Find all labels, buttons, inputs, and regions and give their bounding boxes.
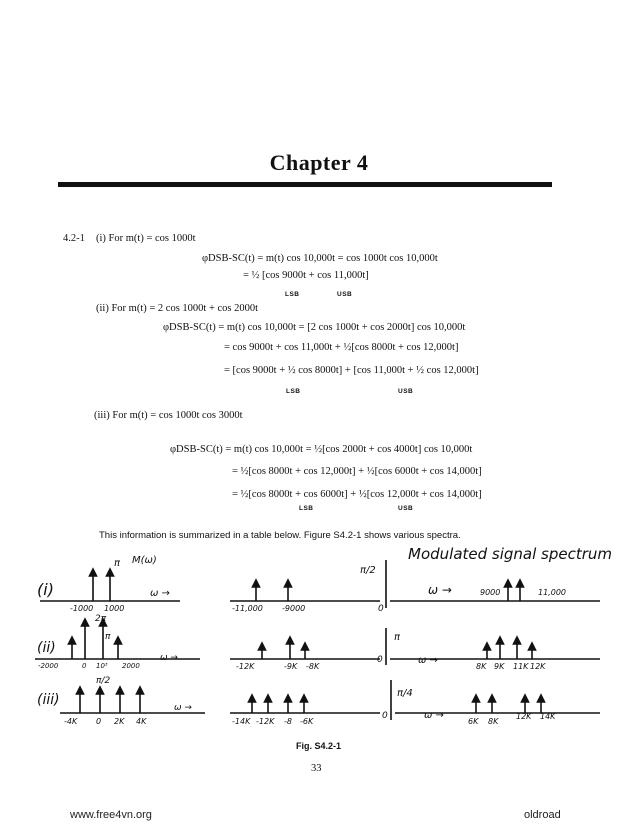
row-iii-omega: ω → — [174, 703, 192, 713]
row-iii-lsb-tick-3: -8 — [284, 717, 292, 726]
row-ii-tick-4: 2000 — [122, 662, 140, 670]
chapter-title: Chapter 4 — [269, 150, 369, 175]
row-i-omega: ω → — [150, 588, 170, 599]
part-ii-eq2: = cos 9000t + cos 11,000t + ½[cos 8000t + cos 12,000t] — [224, 342, 459, 353]
row-iii-center-height: π/4 — [397, 688, 413, 699]
row-i-tick-2: 1000 — [104, 604, 125, 613]
part-i-lsb: LSB — [285, 291, 300, 298]
row-iii-label: (iii) — [37, 692, 60, 708]
part-i-eq2-body: [cos 9000t + cos 11,000t] — [262, 270, 369, 281]
row-iii-tick-4: 4K — [136, 717, 147, 726]
row-ii-mid: π — [105, 632, 111, 642]
row-iii-lsb-tick-4: -6K — [300, 717, 314, 726]
footer-left-link[interactable]: www.free4vn.org — [70, 809, 152, 821]
row-iii-lsb-tick-1: -14K — [232, 717, 251, 726]
part-ii-eq3: = [cos 9000t + ½ cos 8000t] + [cos 11,000t + ½ cos 12,000t] — [224, 365, 479, 376]
row-iii-usb-tick-4: 14K — [540, 712, 556, 721]
row-iii-tick-3: 2K — [114, 717, 125, 726]
row-ii-lsb-tick-1: -12K — [236, 662, 255, 671]
row-iii-center-zero: 0 — [382, 711, 388, 721]
row-i-baseband-height: π — [114, 558, 121, 569]
row-i-lsb-tick-1: -11,000 — [232, 604, 263, 613]
row-iii-height: π/2 — [96, 676, 111, 686]
row-i-usb-omega: ω → — [428, 583, 452, 597]
row-ii-lsb-tick-3: -8K — [306, 662, 320, 671]
row-i-center-height: π/2 — [360, 565, 376, 576]
part-iii-usb: USB — [398, 505, 414, 512]
row-i-label: (i) — [37, 580, 54, 599]
part-ii-lsb: LSB — [286, 388, 301, 395]
part-iii-intro: (iii) For m(t) = cos 1000t cos 3000t — [94, 410, 243, 421]
row-iii-tick-2: 0 — [96, 717, 102, 726]
row-ii-lsb-tick-2: -9K — [284, 662, 298, 671]
row-ii-tick-3: 10³ — [96, 662, 108, 670]
part-ii-eq1: φDSB-SC(t) = m(t) cos 10,000t = [2 cos 1000t + cos 2000t] cos 10,000t — [163, 322, 466, 333]
row-i-center-zero: 0 — [378, 604, 384, 614]
part-iii-eq2: = ½[cos 8000t + cos 12,000t] + ½[cos 6000t + cos 14,000t] — [232, 466, 482, 477]
row-i-usb-tick-1: 9000 — [480, 588, 501, 597]
row-ii-usb-tick-1: 8K — [476, 662, 487, 671]
row-i-tick-1: -1000 — [70, 604, 94, 613]
part-iii-eq3: = ½[cos 8000t + cos 6000t] + ½[cos 12,000t + cos 14,000t] — [232, 489, 482, 500]
row-ii-lines — [35, 622, 600, 665]
row-ii-usb-tick-3: 11K — [513, 662, 529, 671]
part-i-usb: USB — [337, 291, 353, 298]
row-ii-usb-omega: ω → — [418, 655, 438, 666]
part-iii-eq1: φDSB-SC(t) = m(t) cos 10,000t = ½[cos 2000t + cos 4000t] cos 10,000t — [170, 444, 473, 455]
part-ii-usb: USB — [398, 388, 414, 395]
figure-heading: Modulated signal spectrum — [408, 545, 613, 563]
row-ii-usb-tick-2: 9K — [494, 662, 505, 671]
row-ii-omega: ω → — [160, 653, 178, 663]
row-ii-usb-tick-4: 12K — [530, 662, 546, 671]
row-ii-tick-1: -2000 — [38, 662, 59, 670]
figure-caption: Fig. S4.2-1 — [296, 741, 342, 751]
part-i-eq1: φDSB-SC(t) = m(t) cos 10,000t = cos 1000t cos 10,000t — [202, 253, 438, 264]
row-ii-top: 2π — [95, 614, 107, 624]
row-ii-label: (ii) — [37, 640, 56, 656]
summary-text: This information is summarized in a table below. Figure S4.2-1 shows various spectra. — [99, 530, 461, 541]
row-iii-usb-tick-3: 12K — [516, 712, 532, 721]
row-i-usb-tick-2: 11,000 — [538, 588, 566, 597]
row-ii-tick-2: 0 — [82, 662, 87, 670]
row-iii-usb-tick-1: 6K — [468, 717, 479, 726]
row-i-lines — [40, 560, 600, 608]
row-i-baseband-title: M(ω) — [132, 555, 157, 566]
row-iii-usb-omega: ω → — [424, 710, 444, 721]
page-number: 33 — [311, 763, 322, 774]
part-iii-lsb: LSB — [299, 505, 314, 512]
row-ii-center-zero: 0 — [377, 655, 383, 665]
row-iii-lsb-tick-2: -12K — [256, 717, 275, 726]
row-iii-tick-1: -4K — [64, 717, 78, 726]
row-i-lsb-tick-2: -9000 — [282, 604, 306, 613]
problem-number: 4.2-1 — [63, 233, 85, 244]
footer-right-text: oldroad — [524, 809, 561, 821]
part-i-eq2-prefix: = ½ — [243, 270, 260, 281]
row-ii-center-height: π — [394, 632, 401, 643]
part-ii-intro: (ii) For m(t) = 2 cos 1000t + cos 2000t — [96, 303, 259, 314]
row-iii-usb-tick-2: 8K — [488, 717, 499, 726]
part-i-intro: (i) For m(t) = cos 1000t — [96, 233, 196, 244]
